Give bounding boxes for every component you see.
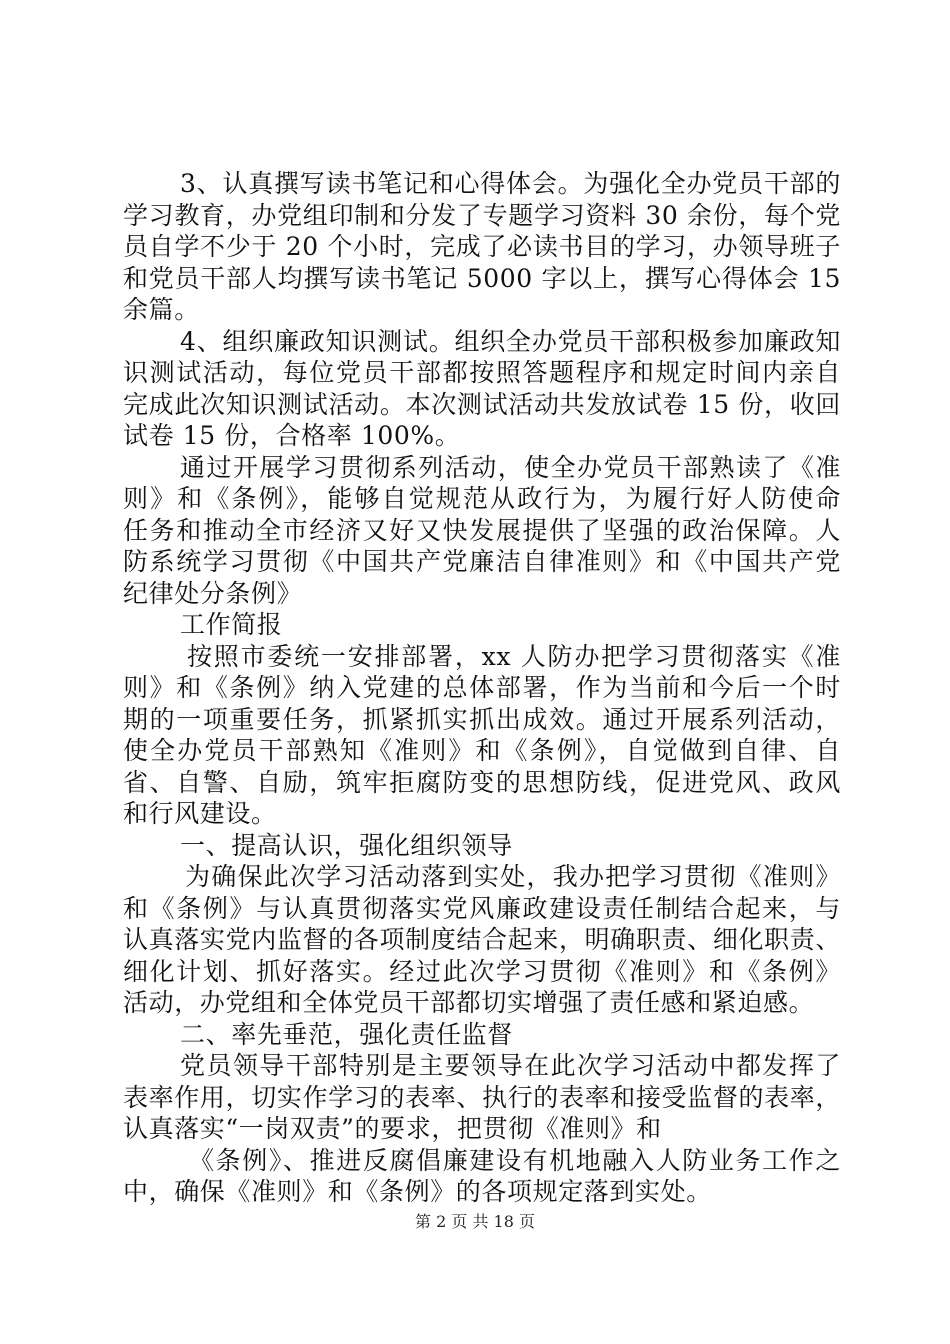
paragraph-line: 识测试活动，每位党员干部都按照答题程序和规定时间内亲自 <box>123 358 841 387</box>
paragraph-line: 和行风建设。 <box>123 799 277 828</box>
paragraph-line: 党员领导干部特别是主要领导在此次学习活动中都发挥了 <box>180 1051 841 1080</box>
paragraph-line: 和《条例》与认真贯彻落实党风廉政建设责任制结合起来，与 <box>123 893 841 923</box>
paragraph-line: 余篇。 <box>123 295 200 324</box>
paragraph-line: 则》和《条例》纳入党建的总体部署，作为当前和今后一个时 <box>123 673 841 702</box>
paragraph-line: 省、自警、自励，筑牢拒腐防变的思想防线，促进党风、政风 <box>123 767 841 797</box>
paragraph-line: 任务和推动全市经济又好又快发展提供了坚强的政治保障。人 <box>123 515 841 545</box>
paragraph-line: 表率作用，切实作学习的表率、执行的表率和接受监督的表率， <box>123 1082 841 1112</box>
paragraph-line: 试卷 15 份，合格率 100%。 <box>123 421 461 450</box>
paragraph-line: 学习教育，办党组印制和分发了专题学习资料 30 余份，每个党 <box>123 200 841 230</box>
section-heading: 一、提高认识，强化组织领导 <box>180 830 513 860</box>
paragraph-line: 通过开展学习贯彻系列活动，使全办党员干部熟读了《准 <box>180 452 841 482</box>
section-title: 工作简报 <box>180 610 283 639</box>
page-number-footer: 第 2 页 共 18 页 <box>415 1212 535 1231</box>
paragraph-line: 则》和《条例》，能够自觉规范从政行为，为履行好人防使命 <box>123 484 841 513</box>
paragraph-line: 细化计划、抓好落实。经过此次学习贯彻《准则》和《条例》 <box>123 956 841 986</box>
paragraph-line: 认真落实“一岗双责”的要求，把贯彻《准则》和 <box>123 1114 662 1143</box>
paragraph-line: 认真落实党内监督的各项制度结合起来，明确职责、细化职责、 <box>123 925 841 954</box>
paragraph-line: 中，确保《准则》和《条例》的各项规定落到实处。 <box>123 1177 712 1206</box>
paragraph-line: 员自学不少于 20 个小时，完成了必读书目的学习，办领导班子 <box>123 232 841 261</box>
paragraph-line: 纪律处分条例》 <box>123 578 303 608</box>
paragraph-line: 活动，办党组和全体党员干部都切实增强了责任感和紧迫感。 <box>123 988 815 1017</box>
paragraph-line: 防系统学习贯彻《中国共产党廉洁自律准则》和《中国共产党 <box>123 547 841 576</box>
paragraph-line: 期的一项重要任务，抓紧抓实抓出成效。通过开展系列活动， <box>123 704 841 734</box>
paragraph-line: 《条例》、推进反腐倡廉建设有机地融入人防业务工作之 <box>189 1145 841 1175</box>
paragraph-line: 完成此次知识测试活动。本次测试活动共发放试卷 15 份，收回 <box>123 389 841 419</box>
paragraph-line: 为确保此次学习活动落到实处，我办把学习贯彻《准则》 <box>185 862 841 891</box>
paragraph-line: 使全办党员干部熟知《准则》和《条例》，自觉做到自律、自 <box>123 736 841 765</box>
paragraph-line: 按照市委统一安排部署，xx 人防办把学习贯彻落实《准 <box>187 641 841 671</box>
paragraph-line: 3、认真撰写读书笔记和心得体会。为强化全办党员干部的 <box>180 169 841 198</box>
paragraph-line: 4、组织廉政知识测试。组织全办党员干部积极参加廉政知 <box>180 326 841 356</box>
section-heading: 二、率先垂范，强化责任监督 <box>180 1019 513 1049</box>
paragraph-line: 和党员干部人均撰写读书笔记 5000 字以上，撰写心得体会 15 <box>123 263 841 293</box>
document-body <box>123 168 841 1208</box>
